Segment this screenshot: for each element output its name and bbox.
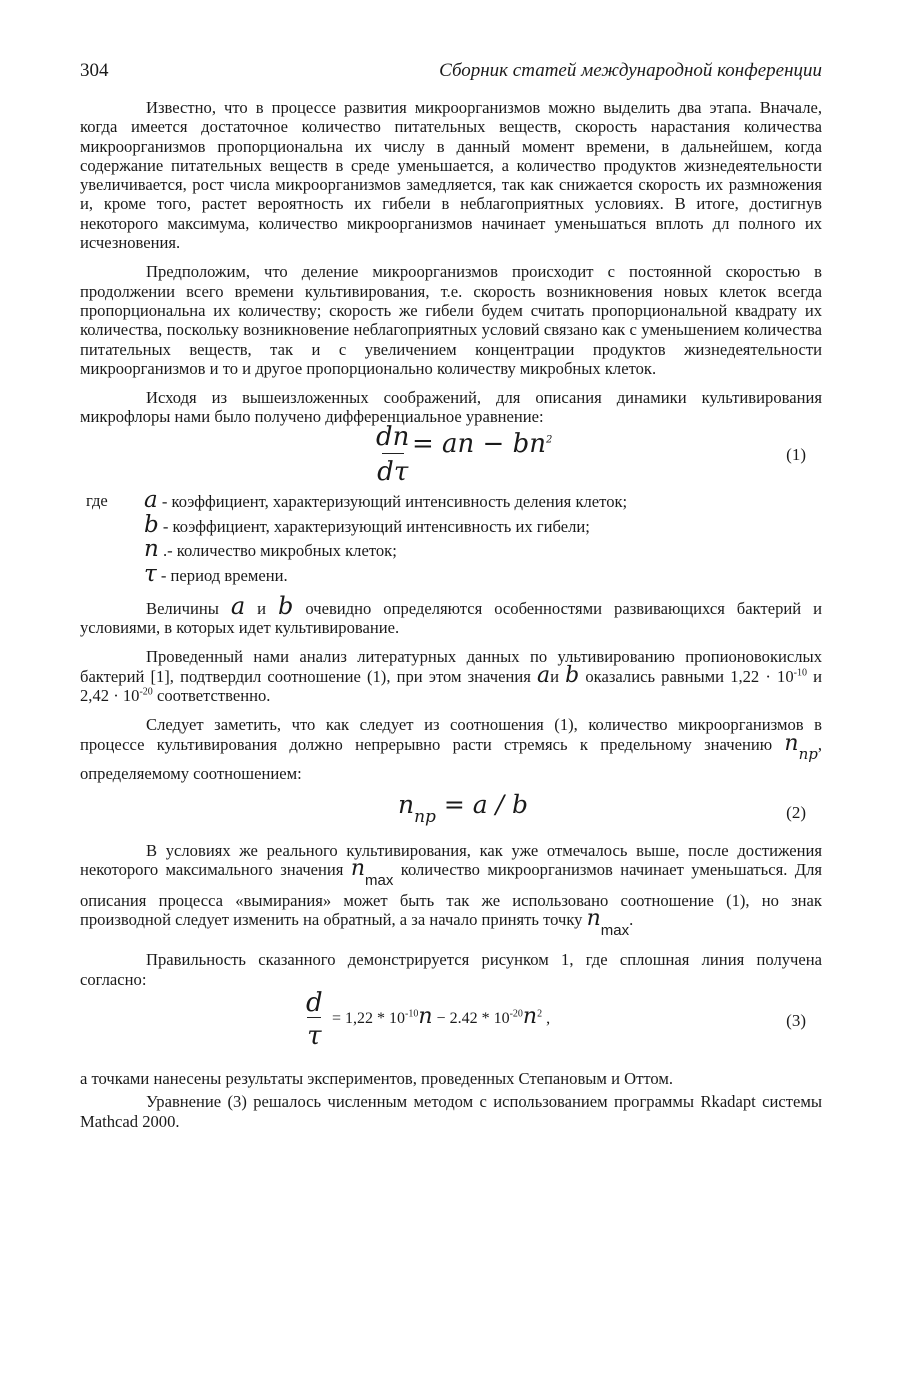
equation-3-rhs-b: − 2.42 * 10: [432, 1009, 510, 1027]
paragraph-2: Предположим, что деление микроорганизмов происходит с постоянной скоростью в продолжении всего времени культивирования, т.е. скорость возникновения новых клеток всегда пропорциональна их количеству; скорость же гибели будем считать пропорциональной квадрату их количества, поскольку возникновение неблагоприятных условий связано как с уменьшением количества питательных веществ, так и с увеличением концентрации продуктов жизнедеятельности микроорганизмов и то и другое пропорционально количеству микробных клеток.: [80, 262, 822, 378]
equation-2-lhs: n: [398, 790, 415, 820]
equation-3-rhs-a: = 1,22 * 10: [332, 1009, 406, 1027]
paragraph-6: [80, 715, 822, 783]
paragraph-8: Правильность сказанного демонстрируется рисунком 1, где сплошная линия получена согласно:: [80, 950, 822, 989]
article-body: [80, 98, 822, 1141]
equation-3-var-n: n: [522, 1003, 538, 1029]
definition-a: [144, 486, 628, 513]
symbol-n: n: [350, 856, 365, 882]
equation-2-rhs: = a / b: [435, 790, 529, 820]
definition-a-symbol: a: [144, 486, 158, 513]
equation-1: [80, 421, 822, 487]
equation-1-fraction: [376, 423, 409, 486]
definition-n: [144, 535, 397, 562]
equation-3-numerator: d: [306, 987, 323, 1018]
page-number: 304: [80, 60, 109, 81]
equation-2-subscript: пр: [414, 807, 436, 828]
equation-2-body: [398, 790, 529, 828]
paragraph-4-text-b: очевидно определяются особенностями развивающихся бактерий и условиями, в которых идет культивирование.: [80, 598, 822, 638]
equation-1-rhs-text: = an − bn: [412, 428, 546, 459]
paragraph-5-text-b: оказались равными 1,22 · 10: [585, 666, 794, 686]
paragraph-5-text-c: и 2,42 · 10: [80, 666, 823, 705]
paragraph-4-text-a: Величины: [146, 598, 219, 618]
paragraph-6-text-a: Следует заметить, что как следует из соотношения (1), количество микроорганизмов в процессе культивирования должно непрерывно расти стремясь к предельному значению: [80, 715, 822, 754]
equation-1-denominator: dτ: [377, 456, 409, 487]
definition-b-symbol: b: [144, 511, 159, 538]
definition-n-text: .- количество микробных клеток;: [158, 540, 397, 560]
symbol-a: a: [536, 662, 551, 688]
paragraph-5-text-d: соответственно.: [152, 685, 271, 705]
definition-tau-text: - период времени.: [156, 565, 288, 585]
paragraph-4: [80, 591, 822, 638]
equation-2: [80, 790, 822, 833]
paragraph-9: а точками нанесены результаты экспериментов, проведенных Степановым и Оттом.: [80, 1068, 674, 1088]
exponent: 2: [537, 1008, 543, 1020]
definition-b-text: - коэффициент, характеризующий интенсивность их гибели;: [158, 516, 590, 536]
equation-3-rhs: [332, 1003, 551, 1029]
equation-3-rhs-c: ,: [542, 1009, 551, 1027]
equation-3-label: (3): [786, 1010, 806, 1030]
equation-3: [80, 987, 822, 1063]
subscript-max: max: [365, 872, 394, 890]
equation-2-label: (2): [786, 803, 806, 823]
exponent: -10: [793, 667, 807, 679]
exponent: -20: [139, 686, 153, 698]
paragraph-4-and: и: [257, 598, 267, 618]
symbol-b: b: [278, 591, 294, 620]
subscript-max: max: [600, 922, 630, 940]
paragraph-5-and: и: [550, 666, 559, 686]
equation-3-var-n: n: [418, 1003, 433, 1029]
definition-tau-symbol: τ: [144, 560, 157, 587]
equation-1-rhs: [412, 428, 553, 459]
definition-n-symbol: n: [144, 535, 159, 562]
paragraph-7-text-a: В условиях же реального культивирования, как уже отмечалось выше, после достижения некоторого максимального значения: [80, 841, 822, 880]
symbol-b: b: [565, 662, 580, 688]
fraction-bar: [382, 453, 404, 454]
definition-a-text: - коэффициент, характеризующий интенсивность деления клеток;: [157, 491, 628, 511]
equation-1-label: (1): [786, 444, 806, 464]
symbol-n: n: [784, 730, 799, 756]
paragraph-5: [80, 647, 822, 705]
page-header: [80, 60, 822, 86]
subscript-pr: пр: [798, 744, 818, 763]
equation-1-exponent: 2: [546, 434, 553, 446]
exponent: -20: [509, 1008, 523, 1020]
equation-1-numerator: dn: [376, 421, 410, 452]
definition-b: [144, 511, 590, 538]
symbol-n: n: [586, 906, 601, 932]
paragraph-10: Уравнение (3) решалось численным методом с использованием программы Rkadapt системы Mathcad 2000.: [80, 1092, 822, 1131]
paragraph-3: Исходя из вышеизложенных соображений, для описания динамики культивирования микрофлоры нами было получено дифференциальное уравнение:: [80, 388, 822, 427]
symbol-a: a: [230, 591, 246, 620]
where-label: где: [86, 490, 108, 510]
paragraph-5-text-a: Проведенный нами анализ литературных данных по ультивированию пропионовокислых бактерий [1], подтвердил соотношение (1), при этом значения: [80, 647, 822, 686]
paragraph-7: [80, 841, 822, 940]
definitions-block: [80, 486, 822, 591]
definition-tau: [144, 560, 288, 587]
paragraph-6-text-b: , определяемому соотношением:: [80, 734, 822, 783]
paragraph-7-text-b: количество микроорганизмов начинает уменьшаться. Для описания процесса «вымирания» может быть так же использовано соотношение (1), но знак производной следует изменить на обратный, а за начало принять точку: [80, 860, 822, 930]
equation-3-denominator: τ: [307, 1020, 322, 1051]
paragraph-1: Известно, что в процессе развития микроорганизмов можно выделить два этапа. Вначале, когда имеется достаточное количество питательных веществ, скорость нарастания количества микроорганизмов пропорциональна их числу в данный момент времени, в дальнейшем, когда содержание питательных веществ в среде уменьшается, а количество продуктов жизнедеятельности увеличивается, рост числа микроорганизмов замедляется, так как снижается скорость их размножения и, кроме того, растет вероятность их гибели в неблагоприятных условиях. В итоге, достигнув некоторого максимума, количество микроорганизмов начинает уменьшаться вплоть дл полного их исчезновения.: [80, 98, 822, 253]
exponent: -10: [405, 1008, 419, 1020]
paragraph-7-text-c: .: [629, 910, 634, 930]
equation-3-fraction: [306, 989, 323, 1050]
running-title: Сборник статей международной конференции: [439, 60, 822, 81]
